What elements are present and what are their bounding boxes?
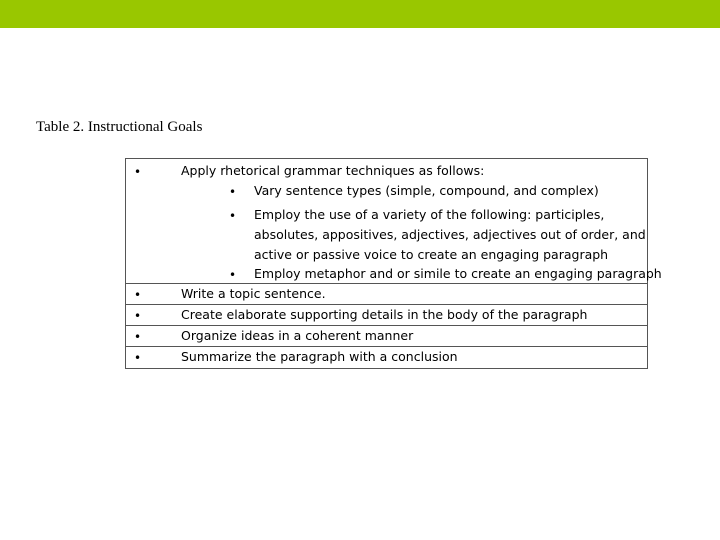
bullet-icon: • (134, 309, 142, 323)
sub-goal-line: Vary sentence types (simple, compound, and complex) (254, 183, 599, 198)
goal-text: Summarize the paragraph with a conclusion (181, 349, 458, 364)
sub-goal-line: Employ the use of a variety of the following: participles, (254, 207, 605, 222)
bullet-icon: • (229, 209, 237, 223)
bullet-icon: • (134, 351, 142, 365)
goal-text: Write a topic sentence. (181, 286, 326, 301)
table-row (126, 326, 647, 347)
bullet-icon: • (134, 330, 142, 344)
sub-goal-text (254, 205, 646, 265)
bullet-icon: • (134, 288, 142, 302)
table-row (126, 347, 647, 368)
table-caption: Table 2. Instructional Goals (36, 119, 203, 135)
sub-goal-text (254, 181, 646, 201)
sub-goal-line: active or passive voice to create an engaging paragraph (254, 247, 609, 262)
goal-text: Apply rhetorical grammar techniques as follows: (181, 163, 485, 178)
sub-goal-text (254, 264, 662, 284)
instructional-goals-table (125, 158, 662, 369)
table-row (126, 305, 647, 326)
goal-text: Create elaborate supporting details in the body of the paragraph (181, 307, 588, 322)
table-row (126, 284, 647, 305)
header-accent-bar (0, 0, 720, 28)
sub-goal-line: absolutes, appositives, adjectives, adjectives out of order, and (254, 227, 646, 242)
sub-goal-line: Employ metaphor and or simile to create an engaging paragraph (254, 266, 662, 281)
bullet-icon: • (229, 268, 237, 282)
bullet-icon: • (229, 185, 237, 199)
table-row (126, 159, 662, 284)
bullet-icon: • (134, 165, 142, 179)
goal-text: Organize ideas in a coherent manner (181, 328, 414, 343)
